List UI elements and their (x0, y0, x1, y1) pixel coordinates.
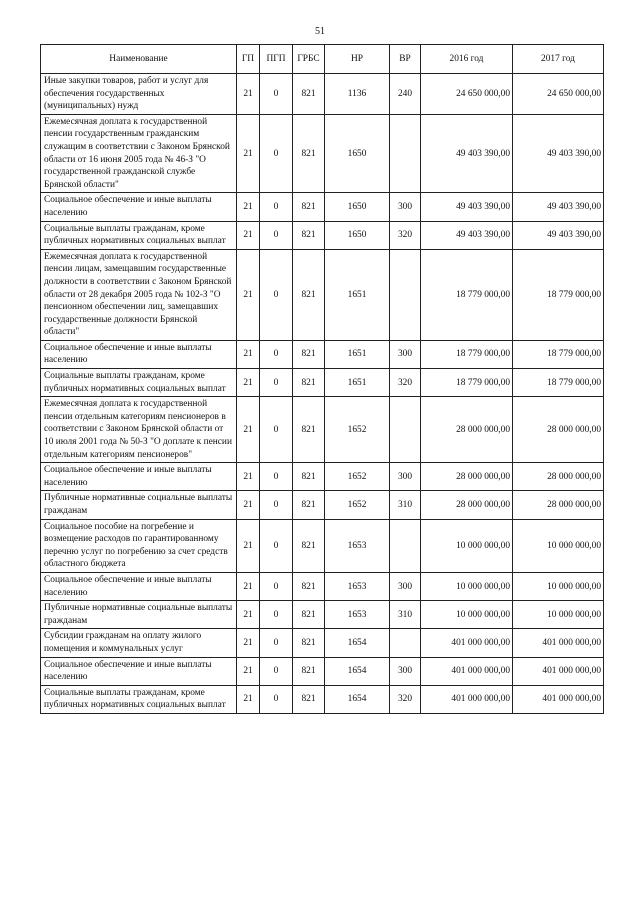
row-2017: 28 000 000,00 (513, 491, 604, 519)
row-vr: 320 (390, 369, 421, 397)
row-2017: 18 779 000,00 (513, 340, 604, 368)
row-pgp: 0 (260, 657, 293, 685)
row-2017: 24 650 000,00 (513, 74, 604, 115)
table-row (41, 657, 604, 685)
table-row (41, 397, 604, 463)
table-row (41, 463, 604, 491)
row-2017: 10 000 000,00 (513, 601, 604, 629)
row-nr: 1650 (325, 193, 390, 221)
row-2016: 49 403 390,00 (421, 221, 513, 249)
row-nr: 1654 (325, 657, 390, 685)
table-row (41, 74, 604, 115)
row-gp: 21 (237, 601, 260, 629)
row-pgp: 0 (260, 685, 293, 713)
row-pgp: 0 (260, 114, 293, 193)
row-name: Ежемесячная доплата к государственной пенсии отдельным категориям пенсионеров в соответствии с Законом Брянской области от 10 июля 2001 года № 50-З "О доплате к пенсии отдельным категориям пенсионеров" (41, 397, 237, 463)
row-grbs: 821 (293, 74, 325, 115)
row-2016: 401 000 000,00 (421, 685, 513, 713)
row-nr: 1653 (325, 572, 390, 600)
row-2017: 18 779 000,00 (513, 249, 604, 340)
table-row (41, 340, 604, 368)
row-2017: 401 000 000,00 (513, 657, 604, 685)
row-2016: 401 000 000,00 (421, 657, 513, 685)
row-name: Социальное обеспечение и иные выплаты населению (41, 193, 237, 221)
row-grbs: 821 (293, 519, 325, 572)
col-header-gp: ГП (237, 45, 260, 74)
col-header-2016: 2016 год (421, 45, 513, 74)
row-2017: 401 000 000,00 (513, 629, 604, 657)
row-2017: 49 403 390,00 (513, 193, 604, 221)
row-gp: 21 (237, 193, 260, 221)
row-vr: 310 (390, 491, 421, 519)
row-pgp: 0 (260, 74, 293, 115)
row-name: Социальные выплаты гражданам, кроме публичных нормативных социальных выплат (41, 369, 237, 397)
row-vr (390, 114, 421, 193)
row-2016: 24 650 000,00 (421, 74, 513, 115)
row-grbs: 821 (293, 249, 325, 340)
row-grbs: 821 (293, 221, 325, 249)
row-pgp: 0 (260, 519, 293, 572)
row-nr: 1654 (325, 685, 390, 713)
row-2017: 28 000 000,00 (513, 397, 604, 463)
row-gp: 21 (237, 249, 260, 340)
row-2017: 10 000 000,00 (513, 572, 604, 600)
row-vr (390, 249, 421, 340)
row-2016: 28 000 000,00 (421, 397, 513, 463)
row-2016: 28 000 000,00 (421, 491, 513, 519)
row-name: Субсидии гражданам на оплату жилого помещения и коммунальных услуг (41, 629, 237, 657)
row-nr: 1650 (325, 221, 390, 249)
col-header-pgp: ПГП (260, 45, 293, 74)
table-header-row (41, 45, 604, 74)
row-nr: 1652 (325, 491, 390, 519)
row-pgp: 0 (260, 340, 293, 368)
row-nr: 1651 (325, 369, 390, 397)
row-2017: 28 000 000,00 (513, 463, 604, 491)
row-2016: 18 779 000,00 (421, 369, 513, 397)
row-name: Социальное обеспечение и иные выплаты населению (41, 572, 237, 600)
row-2016: 10 000 000,00 (421, 572, 513, 600)
row-gp: 21 (237, 685, 260, 713)
row-vr: 300 (390, 340, 421, 368)
row-grbs: 821 (293, 629, 325, 657)
table-row (41, 114, 604, 193)
row-grbs: 821 (293, 369, 325, 397)
row-name: Иные закупки товаров, работ и услуг для обеспечения государственных (муниципальных) нужд (41, 74, 237, 115)
row-2017: 18 779 000,00 (513, 369, 604, 397)
row-vr: 310 (390, 601, 421, 629)
row-grbs: 821 (293, 572, 325, 600)
row-nr: 1651 (325, 340, 390, 368)
table-row (41, 221, 604, 249)
row-nr: 1136 (325, 74, 390, 115)
row-name: Публичные нормативные социальные выплаты гражданам (41, 601, 237, 629)
row-grbs: 821 (293, 685, 325, 713)
row-pgp: 0 (260, 397, 293, 463)
row-nr: 1651 (325, 249, 390, 340)
row-pgp: 0 (260, 491, 293, 519)
table-row (41, 685, 604, 713)
row-pgp: 0 (260, 193, 293, 221)
row-pgp: 0 (260, 629, 293, 657)
table-row (41, 491, 604, 519)
row-grbs: 821 (293, 193, 325, 221)
table-row (41, 519, 604, 572)
row-2016: 10 000 000,00 (421, 601, 513, 629)
table-row (41, 193, 604, 221)
row-nr: 1653 (325, 601, 390, 629)
row-nr: 1652 (325, 463, 390, 491)
col-header-grbs: ГРБС (293, 45, 325, 74)
row-pgp: 0 (260, 601, 293, 629)
row-2016: 18 779 000,00 (421, 249, 513, 340)
row-name: Социальные выплаты гражданам, кроме публичных нормативных социальных выплат (41, 221, 237, 249)
row-gp: 21 (237, 629, 260, 657)
row-gp: 21 (237, 74, 260, 115)
row-2016: 49 403 390,00 (421, 114, 513, 193)
row-name: Социальное обеспечение и иные выплаты населению (41, 340, 237, 368)
row-2016: 401 000 000,00 (421, 629, 513, 657)
table-row (41, 601, 604, 629)
row-gp: 21 (237, 491, 260, 519)
row-gp: 21 (237, 463, 260, 491)
row-nr: 1650 (325, 114, 390, 193)
row-2016: 28 000 000,00 (421, 463, 513, 491)
row-vr (390, 629, 421, 657)
row-2017: 49 403 390,00 (513, 114, 604, 193)
table-body (41, 74, 604, 714)
col-header-name: Наименование (41, 45, 237, 74)
row-gp: 21 (237, 657, 260, 685)
row-pgp: 0 (260, 572, 293, 600)
row-2017: 401 000 000,00 (513, 685, 604, 713)
row-grbs: 821 (293, 340, 325, 368)
table-row (41, 369, 604, 397)
page-number: 51 (315, 26, 325, 37)
row-2016: 10 000 000,00 (421, 519, 513, 572)
table-row (41, 249, 604, 340)
row-2017: 49 403 390,00 (513, 221, 604, 249)
row-gp: 21 (237, 221, 260, 249)
row-grbs: 821 (293, 657, 325, 685)
row-grbs: 821 (293, 463, 325, 491)
row-grbs: 821 (293, 491, 325, 519)
row-vr (390, 519, 421, 572)
row-gp: 21 (237, 340, 260, 368)
row-gp: 21 (237, 397, 260, 463)
row-name: Социальные выплаты гражданам, кроме публичных нормативных социальных выплат (41, 685, 237, 713)
row-grbs: 821 (293, 601, 325, 629)
row-grbs: 821 (293, 397, 325, 463)
table-row (41, 629, 604, 657)
row-vr: 300 (390, 193, 421, 221)
row-vr: 300 (390, 463, 421, 491)
row-gp: 21 (237, 114, 260, 193)
col-header-2017: 2017 год (513, 45, 604, 74)
row-2016: 49 403 390,00 (421, 193, 513, 221)
row-vr (390, 397, 421, 463)
row-gp: 21 (237, 572, 260, 600)
row-2016: 18 779 000,00 (421, 340, 513, 368)
row-name: Социальное пособие на погребение и возмещение расходов по гарантированному перечню услуг по погребению за счет средств областного бюджета (41, 519, 237, 572)
row-vr: 240 (390, 74, 421, 115)
row-name: Социальное обеспечение и иные выплаты населению (41, 657, 237, 685)
row-vr: 300 (390, 657, 421, 685)
table-row (41, 572, 604, 600)
row-pgp: 0 (260, 463, 293, 491)
row-pgp: 0 (260, 249, 293, 340)
row-pgp: 0 (260, 369, 293, 397)
row-pgp: 0 (260, 221, 293, 249)
row-gp: 21 (237, 519, 260, 572)
row-name: Ежемесячная доплата к государственной пенсии лицам, замещавшим государственные должности в соответствии с Законом Брянской области от 28 декабря 2005 года № 102-З "О пенсионном обеспечении лиц, замещавших государственные должности Брянской области" (41, 249, 237, 340)
row-vr: 320 (390, 685, 421, 713)
row-vr: 320 (390, 221, 421, 249)
col-header-nr: НР (325, 45, 390, 74)
row-nr: 1654 (325, 629, 390, 657)
row-grbs: 821 (293, 114, 325, 193)
row-2017: 10 000 000,00 (513, 519, 604, 572)
row-name: Публичные нормативные социальные выплаты гражданам (41, 491, 237, 519)
row-gp: 21 (237, 369, 260, 397)
budget-table (40, 44, 604, 714)
row-nr: 1653 (325, 519, 390, 572)
col-header-vr: ВР (390, 45, 421, 74)
row-nr: 1652 (325, 397, 390, 463)
row-name: Социальное обеспечение и иные выплаты населению (41, 463, 237, 491)
row-name: Ежемесячная доплата к государственной пенсии государственным гражданским служащим в соответствии с Законом Брянской области от 16 июня 2005 года № 46-З "О государственной гражданской службе Брянской области" (41, 114, 237, 193)
row-vr: 300 (390, 572, 421, 600)
